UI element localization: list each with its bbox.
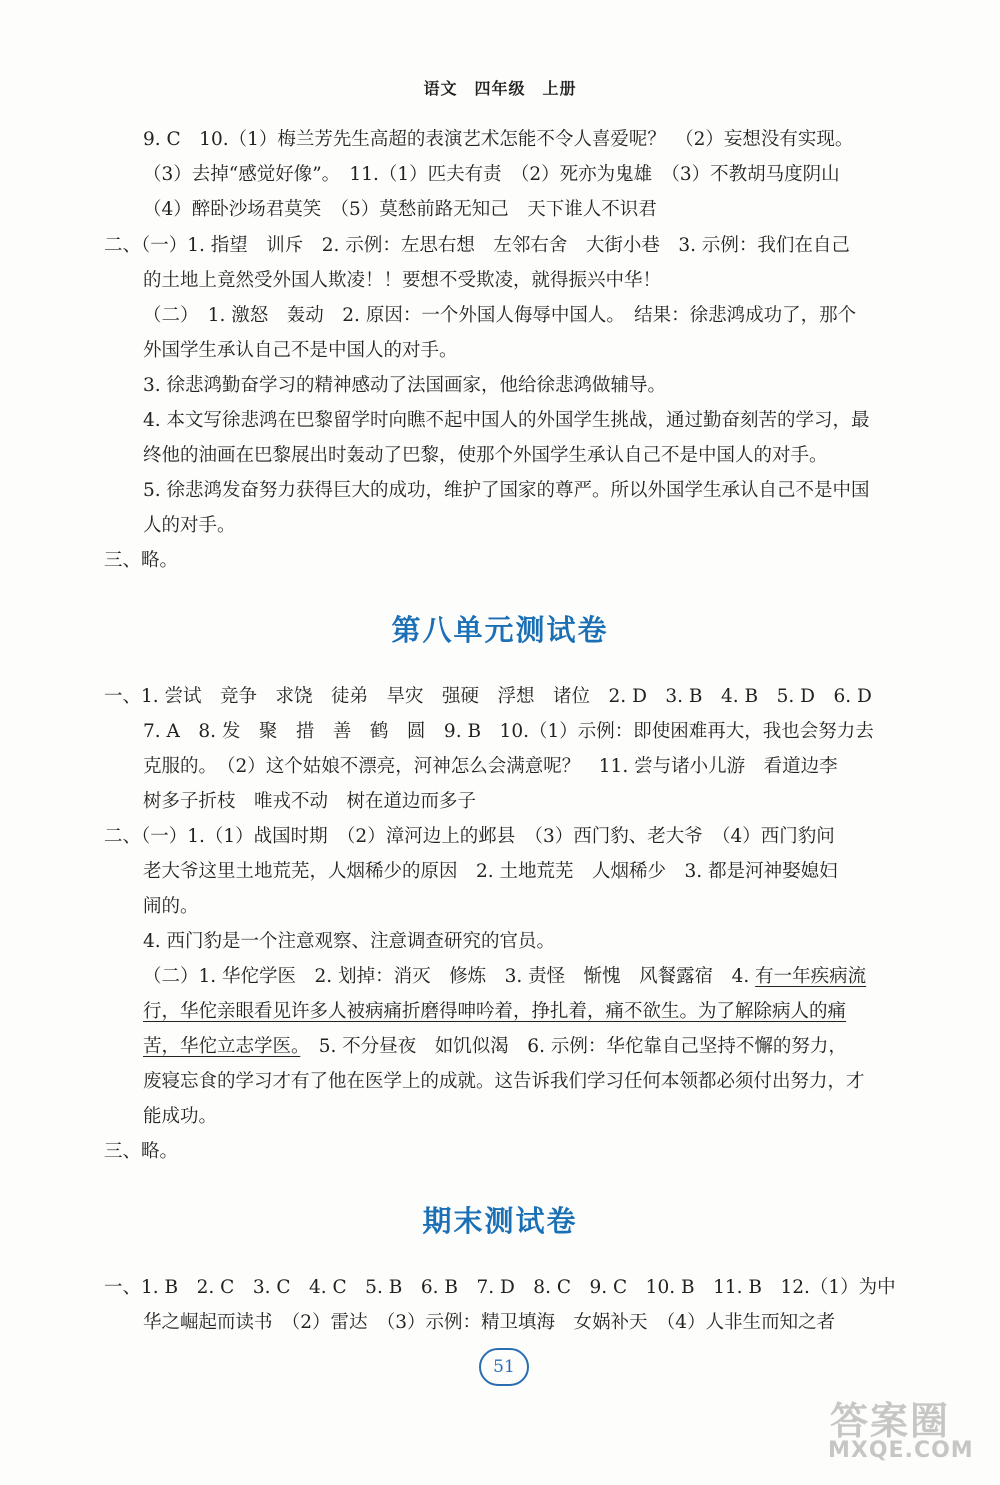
line-text: 5. 不分昼夜 如饥似渴 6. 示例：华佗靠自己坚持不懈的努力， (300, 1036, 847, 1057)
answer-line (104, 547, 178, 575)
line-text: 老大爷这里土地荒芜，人烟稀少的原因 2. 土地荒芜 人烟稀少 3. 都是河神娶媳妇 (143, 861, 838, 882)
line-text: 5. 徐悲鸿发奋努力获得巨大的成功，维护了国家的尊严。所以外国学生承认自己不是中国 (143, 480, 870, 501)
answer-line (143, 267, 661, 295)
line-text: （二） 1. 激怒 轰动 2. 原因：一个外国人侮辱中国人。 结果：徐悲鸿成功了，那个 (143, 305, 857, 326)
answer-line (143, 372, 666, 400)
line-text: （3）去掉“感觉好像”。 11.（1）匹夫有责 （2）死亦为鬼雄 （3）不教胡马度阴山 (143, 164, 840, 185)
answer-line (143, 998, 846, 1026)
answer-line (143, 1103, 217, 1131)
line-text: 7. A 8. 发 聚 措 善 鹤 圆 9. B 10.（1）示例：即使困难再大，我也会努力去 (143, 721, 874, 742)
line-text: 能成功。 (143, 1106, 218, 1127)
line-text: 的土地上竟然受外国人欺凌！！要想不受欺凌，就得振兴中华！ (143, 270, 662, 291)
answer-line (143, 928, 555, 956)
answer-line (104, 683, 872, 711)
section-title: 期末测试卷 (422, 1204, 578, 1238)
section-title: 第八单元测试卷 (391, 613, 609, 647)
answer-line (143, 788, 476, 816)
watermark-bottom-text: MXQE.COM (828, 1438, 974, 1463)
answer-line (143, 753, 838, 781)
answer-line (143, 963, 866, 991)
answer-line (143, 1033, 847, 1061)
page-header: 语文 四年级 上册 (423, 79, 577, 98)
answer-line (104, 232, 850, 260)
underlined-text: 有一年疾病流 (755, 966, 867, 987)
answer-line (143, 196, 657, 224)
answer-line (143, 161, 840, 189)
line-text: 三、略。 (104, 550, 179, 571)
answer-line (143, 337, 458, 365)
line-text: 华之崛起而读书 （2）雷达 （3）示例：精卫填海 女娲补天 （4）人非生而知之者 (143, 1312, 836, 1333)
answer-line (143, 1068, 865, 1096)
answer-line (143, 477, 870, 505)
underlined-text: 苦，华佗立志学医。 (143, 1036, 301, 1057)
line-text: 闹的。 (143, 896, 199, 917)
line-text: 终他的油画在巴黎展出时轰动了巴黎，使那个外国学生承认自己不是中国人的对手。 (143, 445, 828, 466)
line-text: 树多子折枝 唯戎不动 树在道边而多子 (143, 791, 477, 812)
answer-line (143, 512, 236, 540)
line-text: 3. 徐悲鸿勤奋学习的精神感动了法国画家，他给徐悲鸿做辅导。 (143, 375, 667, 396)
line-text: 4. 本文写徐悲鸿在巴黎留学时向瞧不起中国人的外国学生挑战，通过勤奋刻苦的学习，最 (143, 410, 870, 431)
line-text: 二、（一）1. 指望 训斥 2. 示例：左思右想 左邻右舍 大街小巷 3. 示例：我们在自己 (104, 235, 850, 256)
line-text: 外国学生承认自己不是中国人的对手。 (143, 340, 458, 361)
line-text: 人的对手。 (143, 515, 236, 536)
line-text: （二）1. 华佗学医 2. 划掉：消灭 修炼 3. 责怪 惭愧 风餐露宿 4. (143, 966, 756, 987)
line-text: 一、1. B 2. C 3. C 4. C 5. B 6. B 7. D 8. C 9. C 10. B 11. B 12.（1）为中 (104, 1277, 896, 1298)
answer-line (143, 407, 870, 435)
line-text: 二、（一）1.（1）战国时期 （2）漳河边上的邺县 （3）西门豹、老大爷 （4）西门豹问 (104, 826, 835, 847)
answer-line (143, 442, 828, 470)
answer-line (143, 1309, 835, 1337)
answer-line (104, 823, 835, 851)
line-text: 克服的。 （2）这个姑娘不漂亮，河神怎么会满意呢？ 11. 尝与诸小儿游 看道边李 (143, 756, 838, 777)
answer-line (143, 126, 853, 154)
page-number: 51 (479, 1348, 529, 1386)
line-text: 废寝忘食的学习才有了他在医学上的成就。这告诉我们学习任何本领都必须付出努力，才 (143, 1071, 865, 1092)
answer-line (104, 1274, 896, 1302)
answer-line (104, 1138, 178, 1166)
answer-line (143, 858, 838, 886)
watermark-top-text: 答案圈 (830, 1399, 951, 1443)
answer-line (143, 893, 199, 921)
line-text: 一、1. 尝试 竞争 求饶 徒弟 旱灾 强硬 浮想 诸位 2. D 3. B 4. B 5. D 6. D (104, 686, 872, 707)
line-text: 9. C 10.（1）梅兰芳先生高超的表演艺术怎能不令人喜爱呢？ （2）妄想没有实现。 (143, 129, 854, 150)
underlined-text: 行，华佗亲眼看见许多人被病痛折磨得呻吟着，挣扎着，痛不欲生。为了解除病人的痛 (143, 1001, 847, 1022)
answer-line (143, 718, 874, 746)
line-text: 三、略。 (104, 1141, 179, 1162)
line-text: 4. 西门豹是一个注意观察、注意调查研究的官员。 (143, 931, 556, 952)
watermark-logo (824, 1390, 994, 1470)
line-text: （4）醉卧沙场君莫笑 （5）莫愁前路无知己 天下谁人不识君 (143, 199, 657, 220)
answer-line (143, 302, 856, 330)
